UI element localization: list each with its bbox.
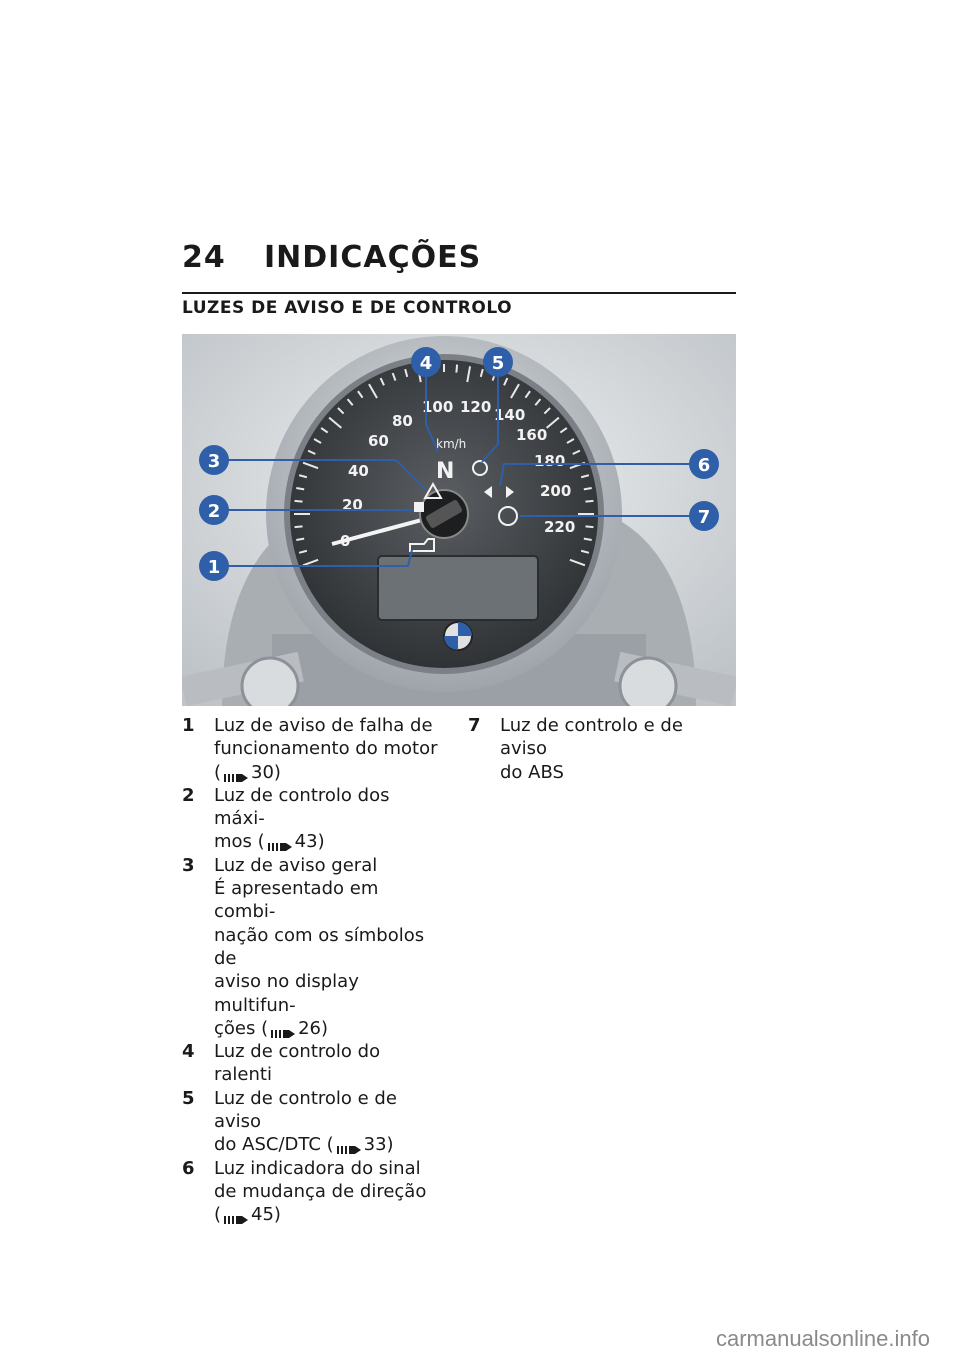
section-title: LUZES DE AVISO E DE CONTROLO	[182, 298, 513, 318]
legend-item: 3 Luz de aviso geral É apresentado em combi- nação com os símbolos de aviso no display multifun- ções ( 26)	[182, 854, 425, 1039]
scale-label: 220	[544, 518, 576, 536]
neutral-indicator-icon: N	[436, 459, 455, 484]
svg-text:4: 4	[419, 353, 433, 374]
scale-label: 180	[534, 452, 566, 470]
svg-text:7: 7	[697, 507, 711, 528]
scale-label: 200	[540, 482, 572, 500]
speedometer-illustration	[182, 334, 736, 706]
scale-label: 140	[494, 406, 526, 424]
legend-item: 7 Luz de controlo e de aviso do ABS	[468, 715, 683, 783]
chapter-title: INDICAÇÕES	[264, 240, 482, 275]
legend-item: 2 Luz de controlo dos máxi- mos ( 43)	[182, 784, 390, 853]
legend-item: 5 Luz de controlo e de aviso do ASC/DTC ( 33)	[182, 1087, 397, 1156]
dial-tick	[456, 365, 457, 373]
scale-label: 80	[392, 412, 413, 430]
dial-tick	[585, 501, 593, 502]
scale-label: 100	[422, 398, 454, 416]
page-reference-icon	[224, 1209, 248, 1221]
page-number: 24	[182, 240, 226, 275]
dial-tick	[585, 526, 593, 527]
svg-text:2: 2	[207, 501, 221, 522]
svg-text:3: 3	[207, 451, 221, 472]
svg-text:1: 1	[207, 557, 221, 578]
legend-item: 4 Luz de controlo do ralenti	[182, 1041, 381, 1086]
legend-left-column	[182, 714, 442, 1227]
scale-label: 160	[516, 426, 548, 444]
legend-item: 6 Luz indicadora do sinal de mudança de direção ( 45)	[182, 1157, 427, 1226]
dial-tick	[295, 526, 303, 527]
scale-label: 120	[460, 398, 492, 416]
page-reference-icon	[268, 836, 292, 848]
unit-label: km/h	[436, 437, 467, 451]
page-reference-icon	[337, 1139, 361, 1151]
svg-text:6: 6	[697, 455, 711, 476]
dial-tick	[584, 488, 592, 489]
page-reference-icon	[224, 767, 248, 779]
legend-right-column	[468, 714, 728, 784]
svg-text:5: 5	[491, 353, 505, 374]
dial-tick	[295, 501, 303, 502]
scale-label: 60	[368, 432, 389, 450]
high-beam-icon	[414, 502, 424, 512]
instrument-cluster-figure	[182, 334, 736, 706]
page-reference-icon	[271, 1023, 295, 1035]
dial-tick	[296, 488, 304, 489]
watermark: carmanualsonline.info	[715, 1326, 930, 1351]
header-rule	[182, 292, 736, 294]
dial-tick	[584, 539, 592, 540]
scale-label: 40	[348, 462, 369, 480]
legend-item: 1 Luz de aviso de falha de funcionamento do motor ( 30)	[182, 715, 438, 783]
scale-label: 20	[342, 496, 363, 514]
dial-tick	[296, 539, 304, 540]
